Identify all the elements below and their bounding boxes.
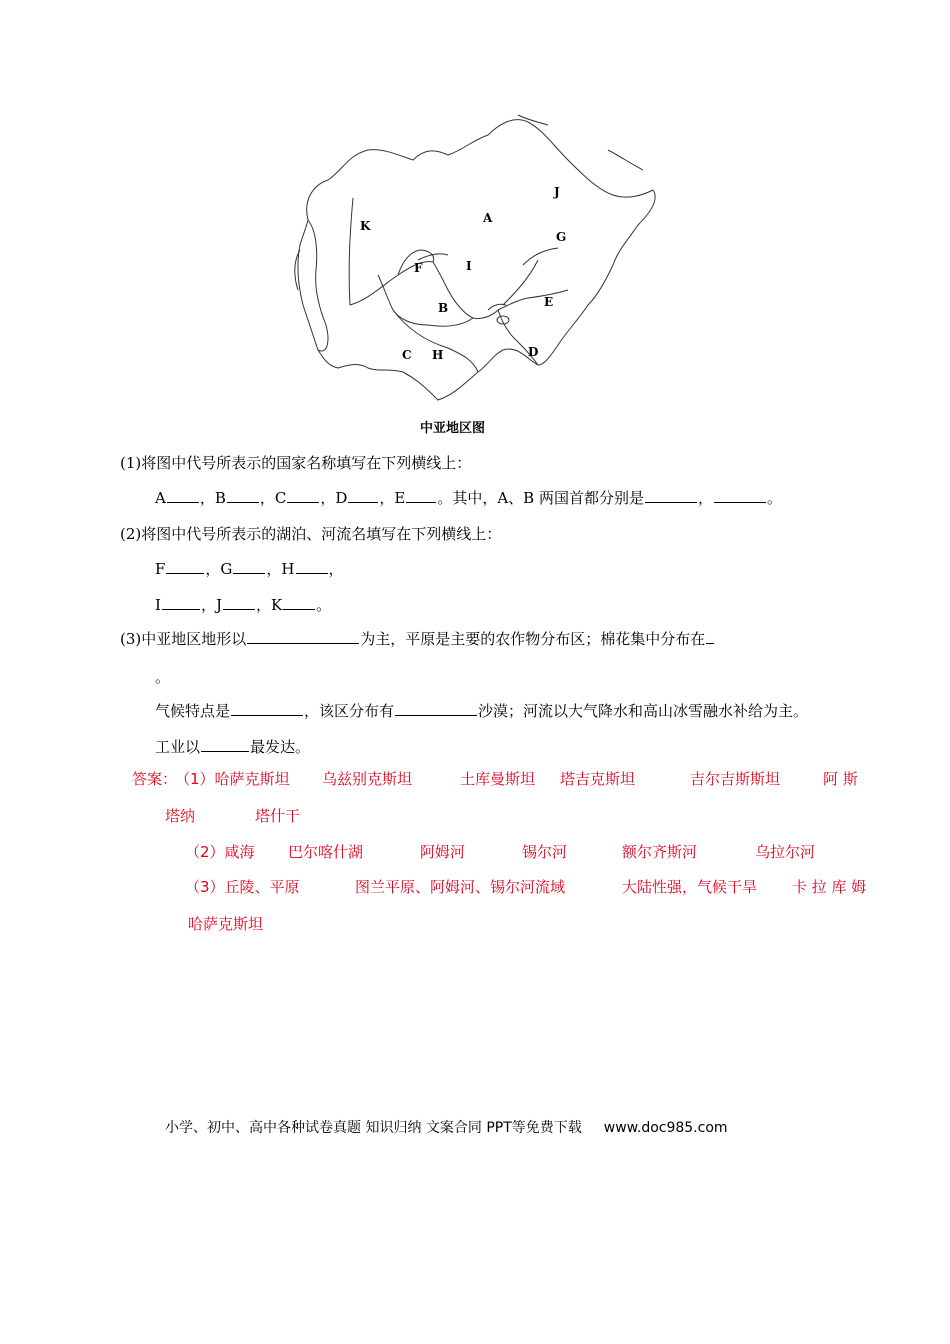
blank-industry[interactable] xyxy=(201,737,249,752)
blank-cotton[interactable] xyxy=(706,629,714,644)
blank-climate[interactable] xyxy=(231,701,303,716)
blank-j[interactable] xyxy=(223,595,255,610)
answer-2-j: 额尔齐斯河 xyxy=(622,843,698,861)
blank-d[interactable] xyxy=(348,488,378,503)
answer-1-capital-a-end: 塔纳 xyxy=(165,807,196,825)
map-outline xyxy=(288,110,668,405)
q2-label-k: ，K xyxy=(255,596,283,614)
map-label-J: J xyxy=(554,185,560,199)
answer-1-d: 塔吉克斯坦 xyxy=(560,770,636,788)
q2-comma: ， xyxy=(328,560,344,578)
q3-text-terrain: (3)中亚地区地形以 xyxy=(120,630,247,648)
q1-period: 。 xyxy=(766,489,782,507)
blank-a[interactable] xyxy=(167,488,199,503)
q3-text-rivers: 沙漠；河流以大气降水和高山冰雪融水补给为主。 xyxy=(478,702,809,720)
answer-label: 答案： xyxy=(132,770,178,788)
map-label-H: H xyxy=(432,348,444,362)
q3-line4 xyxy=(155,736,310,757)
q1-blanks-row xyxy=(155,487,782,508)
answer-3-cotton: 图兰平原、阿姆河、锡尔河流域 xyxy=(355,878,566,896)
q1-label-b: ，B xyxy=(199,489,226,507)
blank-capital-b[interactable] xyxy=(714,488,766,503)
blank-k[interactable] xyxy=(283,595,315,610)
q3-text-developed: 最发达。 xyxy=(250,738,311,756)
q1-prompt: (1)将图中代号所表示的国家名称填写在下列横线上： xyxy=(120,454,472,472)
q3-line2: 。 xyxy=(155,668,171,686)
q2-label-g: ，G xyxy=(205,560,233,578)
answer-3-industry: 哈萨克斯坦 xyxy=(188,915,264,933)
map-label-F: F xyxy=(414,261,423,275)
q3-text-climate: 气候特点是 xyxy=(155,702,231,720)
answer-1-capital-a-start: 阿 斯 xyxy=(823,770,858,788)
map-label-D: D xyxy=(528,345,539,359)
q2-row2 xyxy=(155,594,331,615)
answer-2-h: 阿姆河 xyxy=(420,843,466,861)
q3-line3 xyxy=(155,700,808,721)
blank-g[interactable] xyxy=(233,559,265,574)
answer-1-a: （1）哈萨克斯坦 xyxy=(175,770,290,788)
blank-desert[interactable] xyxy=(395,701,477,716)
q2-label-f: F xyxy=(155,560,166,578)
q3-line1 xyxy=(120,628,715,649)
blank-b[interactable] xyxy=(227,488,259,503)
map-caption: 中亚地区图 xyxy=(420,421,486,436)
blank-e[interactable] xyxy=(406,488,436,503)
map-label-E: E xyxy=(544,295,554,309)
blank-c[interactable] xyxy=(287,488,319,503)
map-label-G: G xyxy=(556,230,567,244)
answer-1-b: 乌兹别克斯坦 xyxy=(322,770,413,788)
answer-2-g: 巴尔喀什湖 xyxy=(288,843,364,861)
answer-2-i: 锡尔河 xyxy=(522,843,568,861)
blank-terrain[interactable] xyxy=(247,629,359,644)
q1-label-d: ，D xyxy=(320,489,348,507)
answer-2-k: 乌拉尔河 xyxy=(755,843,816,861)
footer-text: 小学、初中、高中各种试卷真题 知识归纳 文案合同 PPT等免费下载 xyxy=(165,1120,582,1136)
q3-text-industry: 工业以 xyxy=(155,738,201,756)
central-asia-map xyxy=(288,110,668,405)
q2-label-h: ，H xyxy=(266,560,295,578)
footer-url[interactable]: www.doc985.com xyxy=(603,1120,728,1136)
q1-comma: ， xyxy=(697,489,713,507)
q3-text-desert: ，该区分布有 xyxy=(304,702,395,720)
answer-2-f: （2）咸海 xyxy=(185,843,255,861)
q2-label-j: ，J xyxy=(200,596,222,614)
answer-1-e: 吉尔吉斯斯坦 xyxy=(690,770,781,788)
q3-text-cotton: 为主，平原是主要的农作物分布区；棉花集中分布在 xyxy=(360,630,706,648)
map-label-B: B xyxy=(438,301,449,315)
answer-3-climate: 大陆性强，气候干旱 xyxy=(622,878,758,896)
map-label-A: A xyxy=(483,211,493,225)
answer-1-c: 土库曼斯坦 xyxy=(460,770,536,788)
answer-3-terrain: （3）丘陵、平原 xyxy=(185,878,300,896)
q2-label-i: I xyxy=(155,596,161,614)
q1-label-c: ，C xyxy=(259,489,287,507)
q1-capitals-text: 。其中，A、B 两国首都分别是 xyxy=(437,489,644,507)
blank-h[interactable] xyxy=(296,559,328,574)
map-label-K: K xyxy=(360,219,371,233)
map-label-I: I xyxy=(466,259,472,273)
q1-label-e: ，E xyxy=(379,489,406,507)
blank-f[interactable] xyxy=(166,559,204,574)
answer-block xyxy=(0,768,950,938)
q2-prompt: (2)将图中代号所表示的湖泊、河流名填写在下列横线上： xyxy=(120,525,502,543)
q1-label-a: A xyxy=(155,489,166,507)
map-label-C: C xyxy=(402,348,412,362)
q2-period: 。 xyxy=(316,596,332,614)
answer-3-desert-start: 卡 拉 库 姆 xyxy=(792,878,867,896)
footer xyxy=(165,1117,728,1137)
answer-1-capital-b: 塔什干 xyxy=(255,807,301,825)
q2-row1 xyxy=(155,558,344,579)
blank-capital-a[interactable] xyxy=(645,488,697,503)
blank-i[interactable] xyxy=(162,595,200,610)
